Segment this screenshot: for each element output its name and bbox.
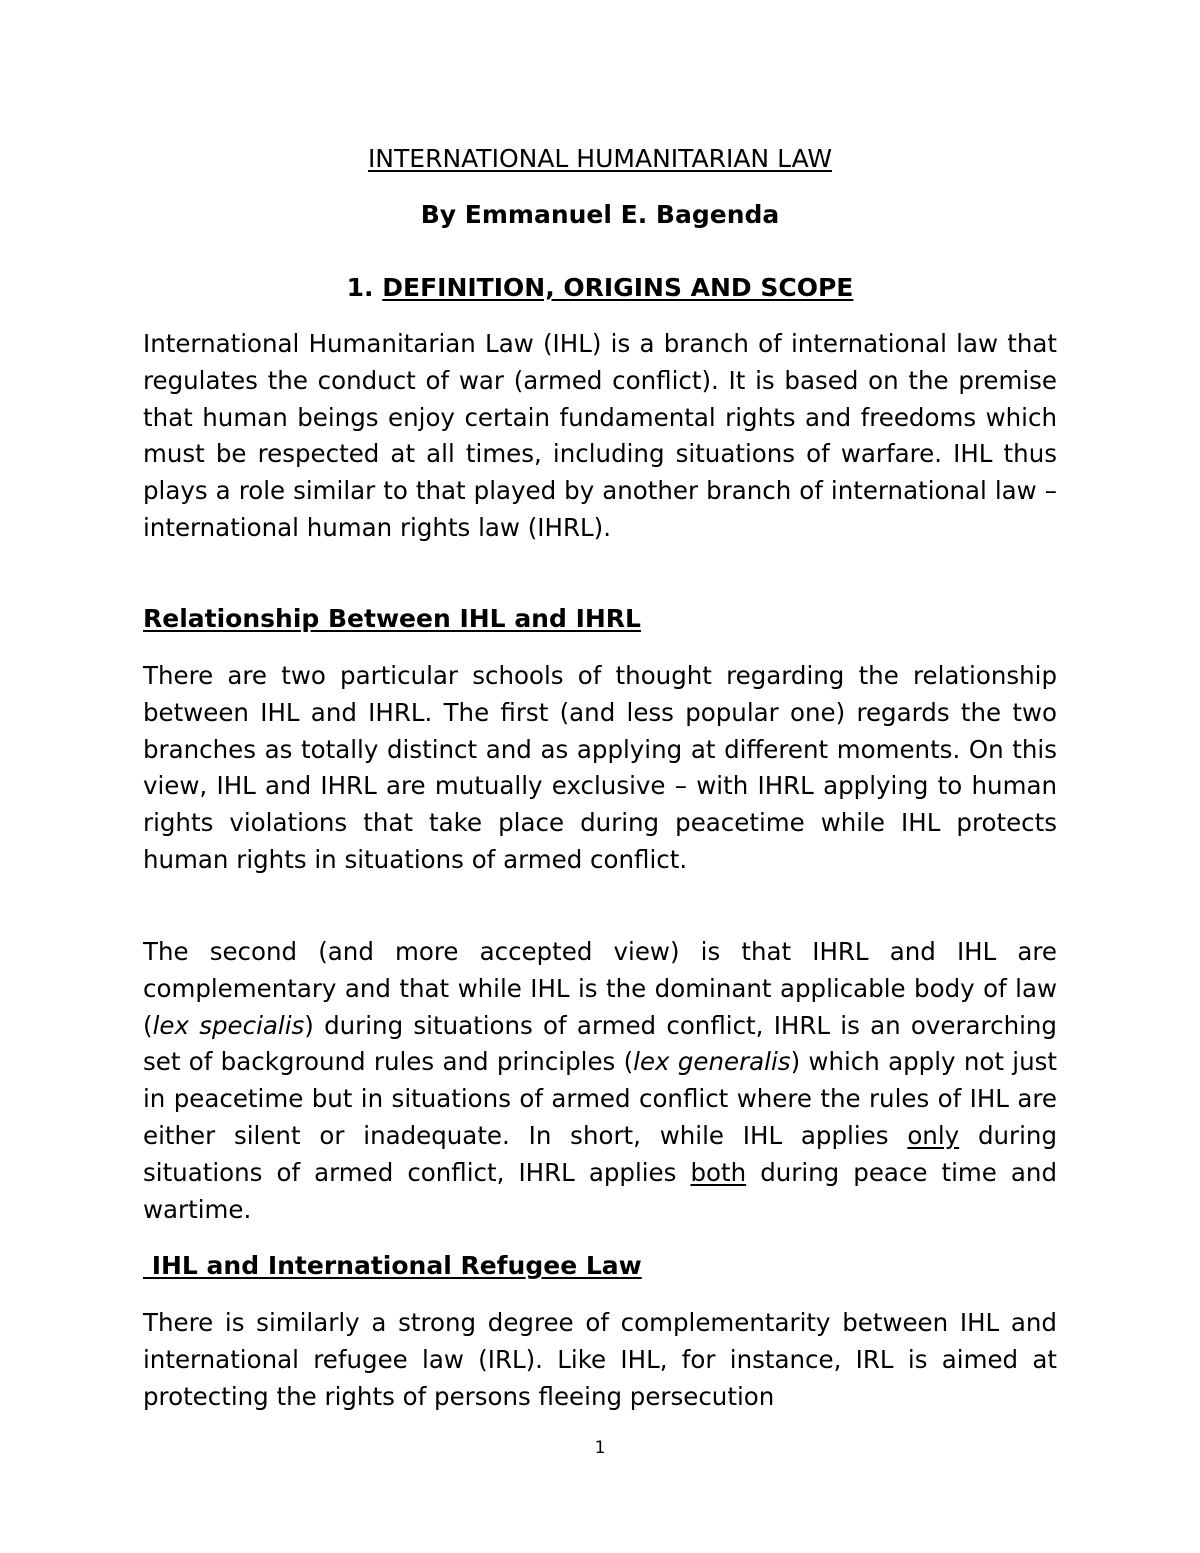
italic-lex-specialis: lex specialis: [152, 1010, 305, 1040]
section-title: DEFINITION, ORIGINS AND SCOPE: [382, 273, 854, 302]
section-number: 1.: [346, 273, 374, 302]
page-number: 1: [594, 1438, 606, 1458]
underlined-only: only: [907, 1120, 960, 1150]
document-title: INTERNATIONAL HUMANITARIAN LAW: [367, 144, 833, 173]
subheading-ihl-ihrl: Relationship Between IHL and IHRL: [143, 604, 641, 633]
text-run: The second (and more accepted view) is that IHRL and IHL are complementary and that while IHL is the dominant applicable body of law (: [143, 937, 1057, 1040]
text-run: during situations of armed conflict, IHRL applies: [143, 1120, 1057, 1187]
text-run: ) which apply not just in peacetime but in situations of armed conflict where the rules of IHL are either silent or inadequate. In short, while IHL applies: [143, 1047, 1057, 1150]
paragraph-complementary-view: [143, 934, 1057, 1228]
text-run: during peace time and wartime.: [143, 1157, 1057, 1224]
paragraph-schools-of-thought: There are two particular schools of thought regarding the relationship between IHL and IHRL. The first (and less popular one) regards the two branches as totally distinct and as applying at different moments. On this view, IHL and IHRL are mutually exclusive – with IHRL applying to human rights violations that take place during peacetime while IHL protects human rights in situations of armed conflict.: [143, 661, 1057, 874]
document-author: By Emmanuel E. Bagenda: [420, 200, 780, 229]
text-run: ) during situations of armed conflict, IHRL is an overarching set of background rules and principles (: [143, 1010, 1057, 1077]
underlined-both: both: [690, 1157, 747, 1187]
subheading-ihl-refugee-law: IHL and International Refugee Law: [143, 1251, 642, 1280]
paragraph-ihl-definition: International Humanitarian Law (IHL) is a branch of international law that regulates the conduct of war (armed conflict). It is based on the premise that human beings enjoy certain fundamental rights and freedoms which must be respected at all times, including situations of warfare. IHL thus plays a role similar to that played by another branch of international law – international human rights law (IHRL).: [143, 329, 1057, 542]
paragraph-refugee-law: There is similarly a strong degree of complementarity between IHL and international refugee law (IRL). Like IHL, for instance, IRL is aimed at protecting the rights of persons fleeing persecution: [143, 1308, 1057, 1411]
section-heading: [0, 270, 1200, 306]
italic-lex-generalis: lex generalis: [633, 1047, 791, 1077]
